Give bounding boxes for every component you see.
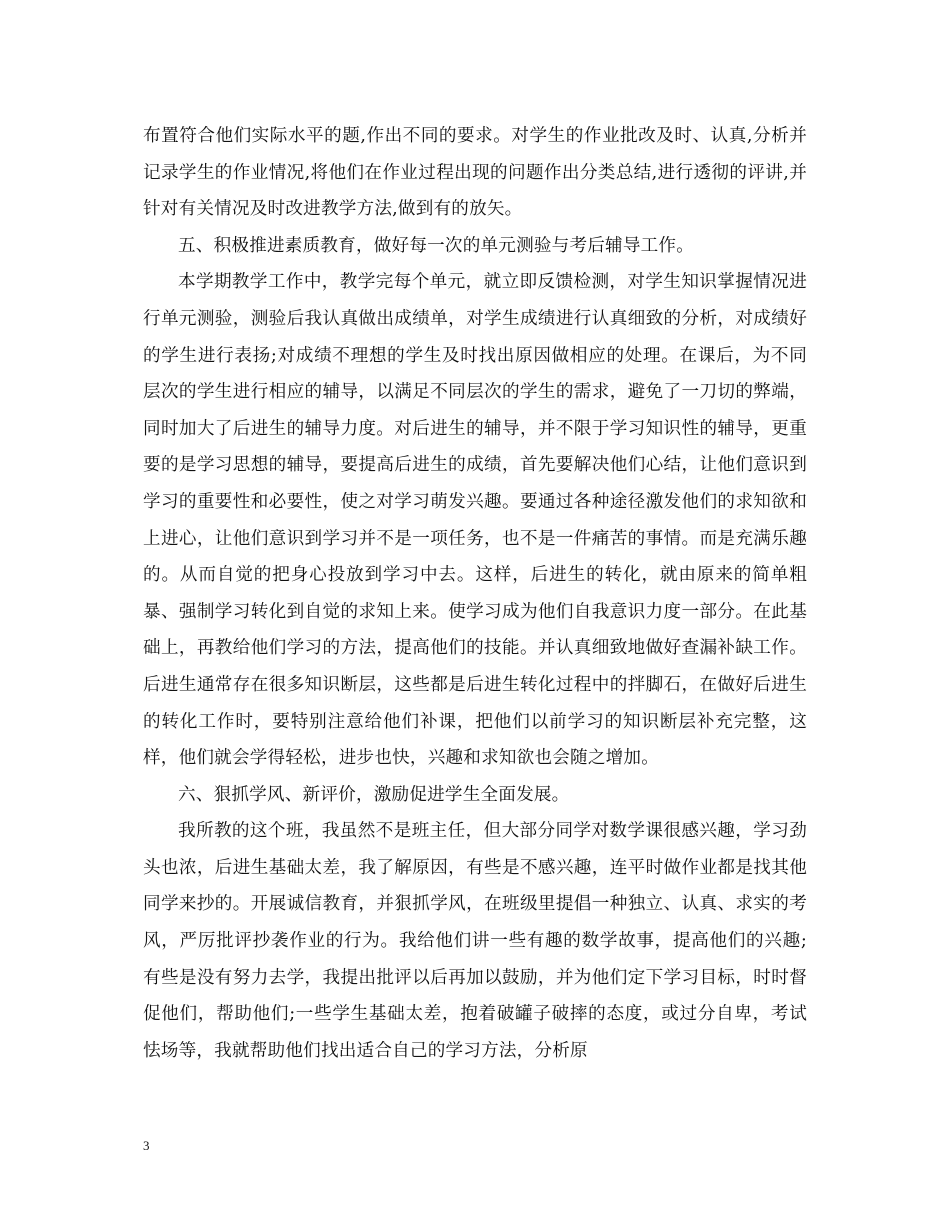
paragraph-homework-correction: 布置符合他们实际水平的题,作出不同的要求。对学生的作业批改及时、认真,分析并记录学生的作业情况,将他们在作业过程出现的问题作出分类总结,进行透彻的评讲,并针对有关情况及时改进教学方法,做到有的放矢。 <box>143 126 807 220</box>
section-heading-quality-education: 五、积极推进素质教育，做好每一次的单元测验与考后辅导工作。 <box>178 235 695 256</box>
paragraph-class-motivation: 我所教的这个班，我虽然不是班主任，但大部分同学对数学课很感兴趣，学习劲头也浓，后进生基础太差，我了解原因，有些是不感兴趣，连平时做作业都是找其他同学来抄的。开展诚信教育，并狠抓学风，在班级里提倡一种独立、认真、求实的考风，严厉批评抄袭作业的行为。我给他们讲一些有趣的数学故事，提高他们的兴趣;有些是没有努力去学，我提出批评以后再加以鼓励，并为他们定下学习目标，时时督促他们，帮助他们;一些学生基础太差，抱着破罐子破摔的态度，或过分自卑，考试怯场等，我就帮助他们找出适合自己的学习方法，分析原 <box>143 821 807 1061</box>
document-body <box>143 118 807 1069</box>
paragraph-unit-tests-tutoring: 本学期教学工作中，教学完每个单元，就立即反馈检测，对学生知识掌握情况进行单元测验，测验后我认真做出成绩单，对学生成绩进行认真细致的分析，对成绩好的学生进行表扬;对成绩不理想的学生及时找出原因做相应的处理。在课后，为不同层次的学生进行相应的辅导，以满足不同层次的学生的需求，避免了一刀切的弊端，同时加大了后进生的辅导力度。对后进生的辅导，并不限于学习知识性的辅导，更重要的是学习思想的辅导，要提高后进生的成绩，首先要解决他们心结，让他们意识到学习的重要性和必要性，使之对学习萌发兴趣。要通过各种途径激发他们的求知欲和上进心，让他们意识到学习并不是一项任务，也不是一件痛苦的事情。而是充满乐趣的。从而自觉的把身心投放到学习中去。这样，后进生的转化，就由原来的简单粗暴、强制学习转化到自觉的求知上来。使学习成为他们自我意识力度一部分。在此基础上，再教给他们学习的方法，提高他们的技能。并认真细致地做好查漏补缺工作。后进生通常存在很多知识断层，这些都是后进生转化过程中的拌脚石，在做好后进生的转化工作时，要特别注意给他们补课，把他们以前学习的知识断层补充完整，这样，他们就会学得轻松，进步也快，兴趣和求知欲也会随之增加。 <box>143 272 807 769</box>
page-number: 3 <box>143 1138 150 1153</box>
section-heading-study-style: 六、狠抓学风、新评价，激励促进学生全面发展。 <box>178 784 570 805</box>
